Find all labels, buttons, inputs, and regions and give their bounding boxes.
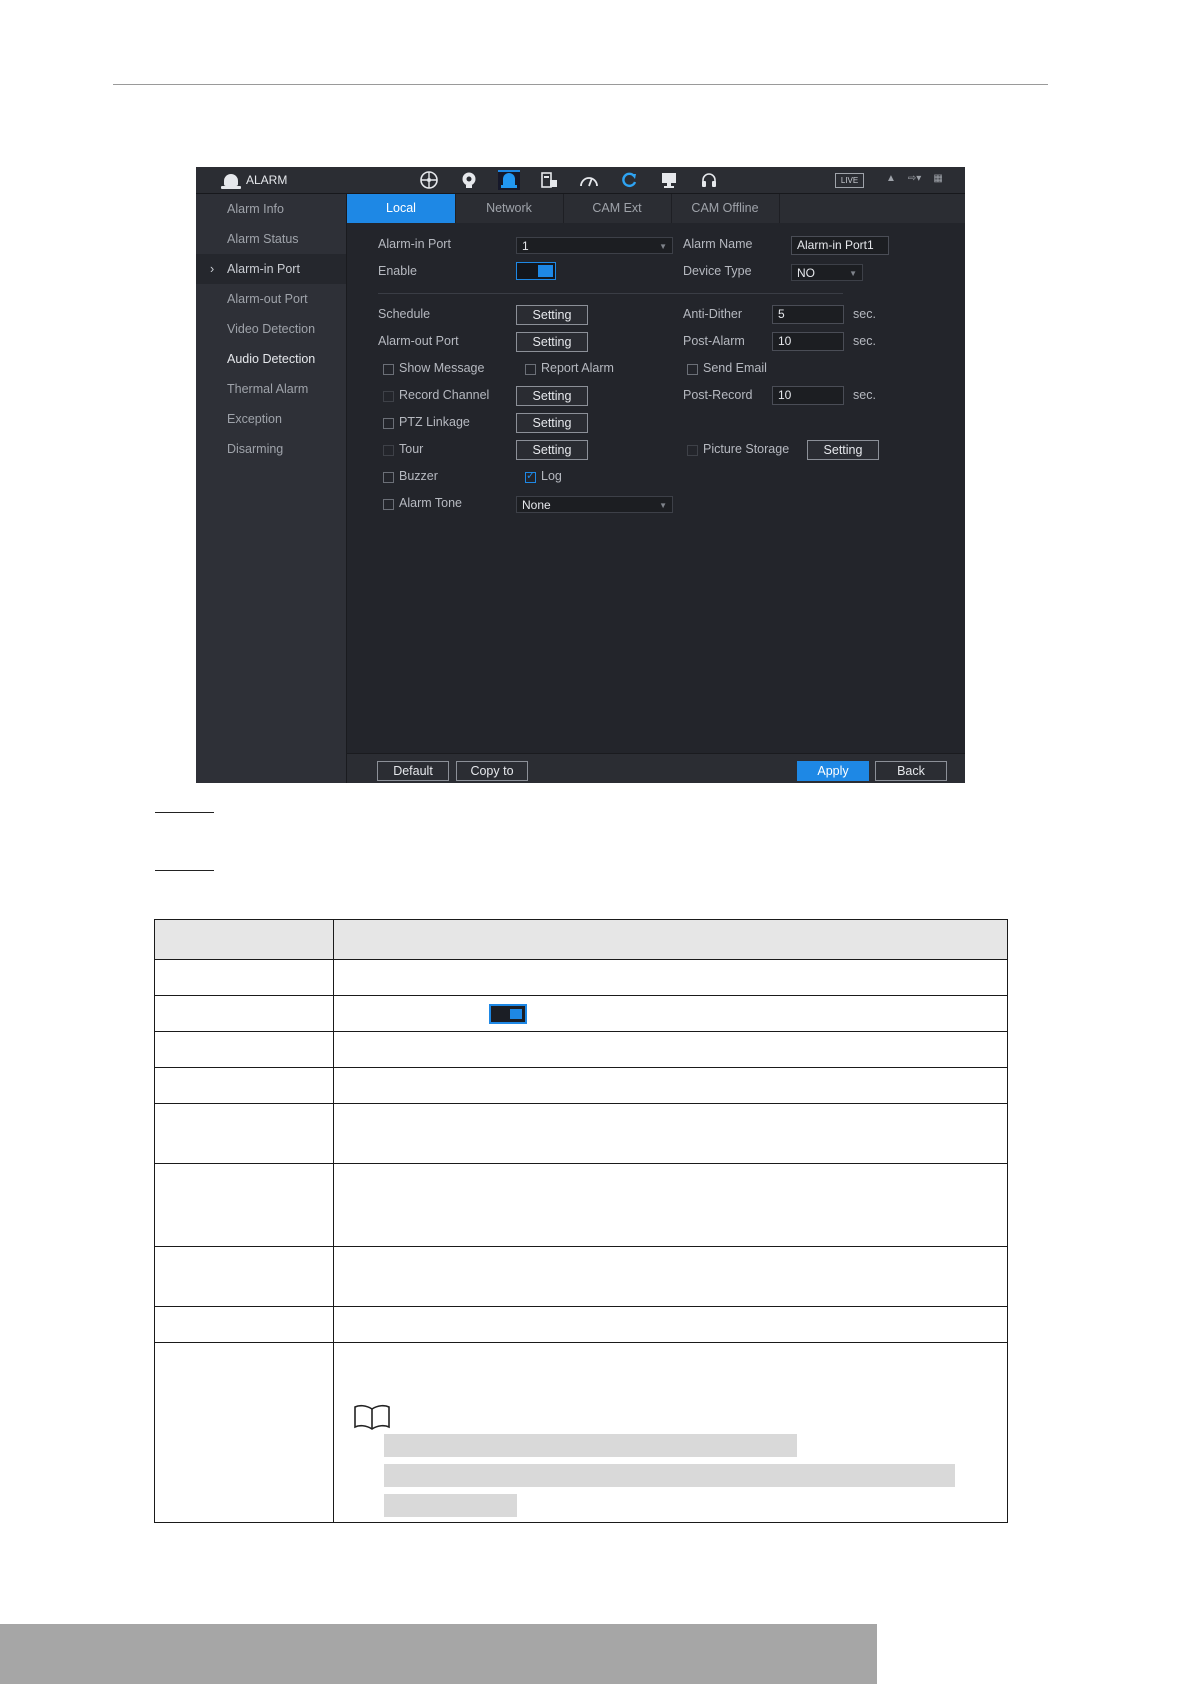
anti-dither-label: Anti-Dither (683, 307, 743, 321)
alarm-name-input[interactable]: Alarm-in Port1 (791, 236, 889, 255)
alarm-settings-window (196, 167, 965, 783)
table-cell (155, 960, 334, 996)
table-cell (155, 996, 334, 1032)
footer-band (0, 1624, 877, 1684)
report-alarm-label: Report Alarm (541, 361, 614, 375)
pinwheel-icon[interactable] (418, 170, 440, 190)
table-cell (334, 1307, 1008, 1343)
main-nav (418, 170, 720, 190)
ptz-linkage-setting-button[interactable]: Setting (516, 413, 588, 433)
table-row (155, 960, 1008, 996)
alarm-in-port-value: 1 (522, 239, 529, 253)
table-cell (334, 996, 1008, 1032)
table-cell (334, 960, 1008, 996)
user-icon[interactable]: ▲ (886, 173, 896, 184)
chevron-down-icon: ▼ (659, 242, 667, 251)
grid-icon[interactable]: ▦ (933, 173, 943, 184)
log-label: Log (541, 469, 562, 483)
top-right-icons (886, 173, 943, 184)
schedule-label: Schedule (378, 307, 431, 321)
app-brand (224, 172, 287, 188)
post-record-unit: sec. (853, 388, 876, 402)
buzzer-label: Buzzer (399, 469, 438, 483)
picture-storage-checkbox[interactable] (687, 445, 698, 456)
tab-bar (347, 194, 965, 223)
enable-toggle[interactable] (516, 262, 556, 280)
send-email-checkbox[interactable] (687, 364, 698, 375)
local-settings-panel (347, 223, 965, 753)
table-row (155, 1032, 1008, 1068)
send-email-label: Send Email (703, 361, 767, 375)
sidebar-item-audio-detection[interactable]: Audio Detection (227, 352, 316, 366)
chevron-down-icon: ▼ (849, 269, 857, 278)
section-divider (378, 293, 843, 294)
ptz-linkage-checkbox[interactable] (383, 418, 394, 429)
sidebar-item-alarm-in-port[interactable] (196, 254, 346, 284)
alarm-out-port-label: Alarm-out Port (378, 334, 459, 348)
post-record-label: Post-Record (683, 388, 753, 402)
table-cell (155, 1307, 334, 1343)
tour-setting-button[interactable]: Setting (516, 440, 588, 460)
record-channel-setting-button[interactable]: Setting (516, 386, 588, 406)
step-underline (155, 870, 214, 871)
logout-icon[interactable]: ⇨▾ (907, 173, 922, 184)
alarm-tone-dropdown[interactable] (516, 496, 673, 513)
tab-network[interactable]: Network (455, 194, 564, 223)
device-type-dropdown[interactable] (791, 264, 863, 281)
enable-toggle-illustration (489, 1004, 527, 1024)
storage-icon[interactable] (538, 170, 560, 190)
sidebar-item-video-detection[interactable]: Video Detection (227, 322, 316, 336)
table-row (155, 1343, 1008, 1523)
redacted-note-line (384, 1494, 517, 1517)
table-row (155, 1247, 1008, 1307)
redacted-note-line (384, 1434, 797, 1457)
table-cell (155, 1104, 334, 1164)
monitor-icon[interactable] (658, 170, 680, 190)
post-alarm-label: Post-Alarm (683, 334, 745, 348)
table-row (155, 1104, 1008, 1164)
tab-local[interactable]: Local (347, 194, 456, 223)
table-cell (334, 920, 1008, 960)
camera-search-icon[interactable] (458, 170, 480, 190)
schedule-setting-button[interactable]: Setting (516, 305, 588, 325)
alarm-tone-checkbox[interactable] (383, 499, 394, 510)
table-cell (334, 1247, 1008, 1307)
table-cell (155, 1247, 334, 1307)
top-bar (196, 167, 965, 194)
apply-button[interactable]: Apply (797, 761, 869, 781)
table-cell (155, 1068, 334, 1104)
table-cell (155, 920, 334, 960)
table-row (155, 1164, 1008, 1247)
chevron-down-icon: ▼ (659, 501, 667, 510)
table-row (155, 1068, 1008, 1104)
alarm-bell-icon[interactable] (498, 170, 520, 190)
app-title: ALARM (246, 173, 288, 187)
table-cell (334, 1068, 1008, 1104)
post-alarm-input[interactable]: 10 (772, 332, 844, 351)
step-underline (155, 812, 214, 813)
chevron-right-icon: › (210, 262, 215, 276)
alarm-name-label: Alarm Name (683, 237, 753, 251)
sidebar-item-label: Alarm-in Port (227, 262, 300, 276)
tour-label: Tour (399, 442, 424, 456)
default-button[interactable]: Default (377, 761, 449, 781)
post-alarm-unit: sec. (853, 334, 876, 348)
tab-cam-offline[interactable]: CAM Offline (671, 194, 780, 223)
tour-checkbox[interactable] (383, 445, 394, 456)
copy-to-button[interactable]: Copy to (456, 761, 528, 781)
sidebar-item-alarm-status[interactable]: Alarm Status (227, 232, 299, 246)
table-cell (155, 1343, 334, 1523)
anti-dither-input[interactable]: 5 (772, 305, 844, 324)
table-row (155, 1307, 1008, 1343)
table-header-row (155, 920, 1008, 960)
table-row (155, 996, 1008, 1032)
back-button[interactable]: Back (875, 761, 947, 781)
alarm-sidebar (196, 194, 347, 783)
buzzer-checkbox[interactable] (383, 472, 394, 483)
record-channel-label: Record Channel (399, 388, 490, 402)
table-cell (155, 1164, 334, 1247)
alarm-in-port-dropdown[interactable] (516, 237, 673, 254)
headset-icon[interactable] (698, 170, 720, 190)
sidebar-item-alarm-out-port[interactable]: Alarm-out Port (227, 292, 308, 306)
dashboard-icon[interactable] (578, 170, 600, 190)
post-record-input[interactable]: 10 (772, 386, 844, 405)
anti-dither-unit: sec. (853, 307, 876, 321)
show-message-label: Show Message (399, 361, 485, 375)
live-button[interactable]: LIVE (835, 173, 864, 188)
alarm-bell-icon (224, 174, 238, 186)
show-message-checkbox[interactable] (383, 364, 394, 375)
alarm-tone-value: None (522, 498, 551, 512)
sidebar-item-thermal-alarm[interactable]: Thermal Alarm (227, 382, 309, 396)
ptz-linkage-label: PTZ Linkage (399, 415, 470, 429)
sync-icon[interactable] (618, 170, 640, 190)
record-channel-checkbox[interactable] (383, 391, 394, 402)
alarm-out-port-setting-button[interactable]: Setting (516, 332, 588, 352)
table-cell (334, 1104, 1008, 1164)
table-cell (334, 1032, 1008, 1068)
action-bar (347, 753, 965, 783)
enable-label: Enable (378, 264, 417, 278)
sidebar-item-alarm-info[interactable]: Alarm Info (227, 202, 284, 216)
picture-storage-setting-button[interactable]: Setting (807, 440, 879, 460)
note-book-icon (352, 1404, 392, 1430)
table-cell (155, 1032, 334, 1068)
alarm-in-port-label: Alarm-in Port (378, 237, 451, 251)
header-rule (113, 84, 1048, 85)
log-checkbox[interactable] (525, 472, 536, 483)
toggle-knob (538, 265, 553, 277)
sidebar-item-exception[interactable]: Exception (227, 412, 282, 426)
alarm-tone-label: Alarm Tone (399, 496, 462, 510)
device-type-value: NO (797, 266, 815, 280)
picture-storage-label: Picture Storage (703, 442, 790, 456)
redacted-note-line (384, 1464, 955, 1487)
parameter-table (154, 919, 1008, 1523)
report-alarm-checkbox[interactable] (525, 364, 536, 375)
sidebar-item-disarming[interactable]: Disarming (227, 442, 284, 456)
device-type-label: Device Type (683, 264, 752, 278)
toggle-knob (510, 1009, 522, 1019)
table-cell (334, 1164, 1008, 1247)
tab-cam-ext[interactable]: CAM Ext (563, 194, 672, 223)
